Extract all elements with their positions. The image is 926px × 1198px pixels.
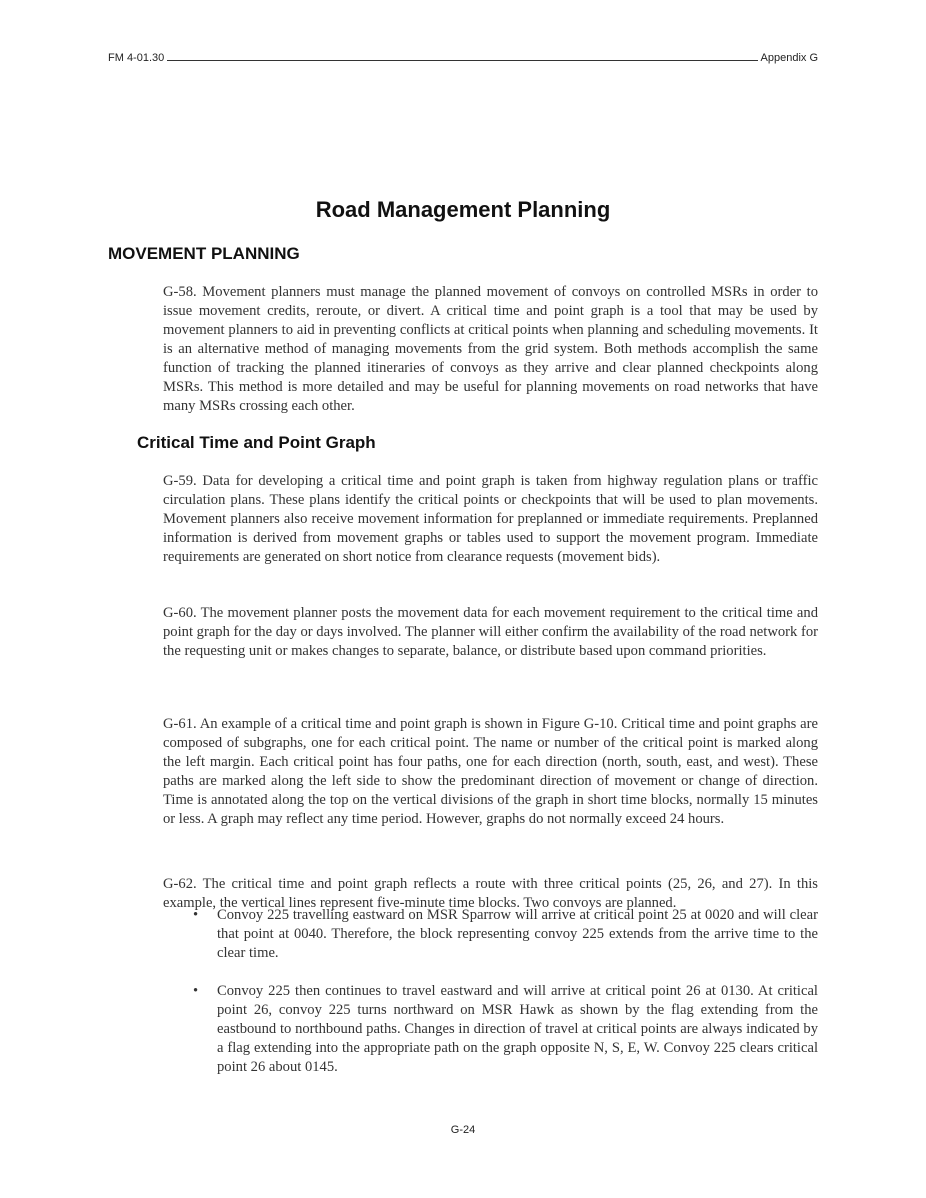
page-title: Road Management Planning bbox=[315, 197, 611, 222]
subsection-heading: Critical Time and Point Graph bbox=[137, 433, 376, 452]
bullet-icon: • bbox=[193, 983, 199, 999]
paragraph-g61: G-61. An example of a critical time and point graph is shown in Figure G-10. Critical time and point graphs are composed of subgraphs, one for each critical point. The name or number of the critical point is marked along the left margin. Each critical point has four paths, one for each direction (north, south, east, and west). These paths are marked along the left side to show the predominant direction of movement or change of direction. Time is annotated along the top on the vertical divisions of the graph in short time blocks, normally 15 minutes or less. A graph may reflect any time period. However, graphs do not normally exceed 24 hours. bbox=[163, 716, 818, 827]
header-right: Appendix G bbox=[760, 52, 818, 64]
paragraph-g59: G-59. Data for developing a critical time and point graph is taken from highway regulation plans or traffic circulation plans. These plans identify the critical points or checkpoints that will be used to plan movements. Movement planners also receive movement information for preplanned or immediate requirements. Preplanned information is derived from movement graphs or tables used to support the movement program. Immediate requirements are generated on short notice from clearance requests (movement bids). bbox=[163, 473, 818, 565]
paragraph-g62: G-62. The critical time and point graph reflects a route with three critical points (25, 26, and 27). In this example, the vertical lines represent five-minute time blocks. Two convoys are planned. bbox=[163, 876, 818, 911]
section-heading: MOVEMENT PLANNING bbox=[108, 244, 300, 263]
header-left: FM 4-01.30 bbox=[108, 52, 165, 64]
list-item bbox=[193, 982, 818, 1077]
paragraph-g60: G-60. The movement planner posts the movement data for each movement requirement to the critical time and point graph for the day or days involved. The planner will either confirm the availability of the road network for the requesting unit or makes changes to separate, balance, or distribute based upon command priorities. bbox=[163, 605, 818, 659]
page-header bbox=[108, 52, 818, 64]
list-item-text: Convoy 225 then continues to travel eastward and will arrive at critical point 26 at 0130. At critical point 26, convoy 225 turns northward on MSR Hawk as shown by the flag extending from the eastbound to northbound paths. Changes in direction of travel at critical points are always indicated by a flag extending into the appropriate path on the graph opposite N, S, E, W. Convoy 225 clears critical point 26 about 0145. bbox=[217, 983, 818, 1075]
header-rule bbox=[167, 60, 757, 61]
page-number: G-24 bbox=[450, 1124, 476, 1136]
list-item bbox=[193, 906, 818, 963]
list-item-text: Convoy 225 travelling eastward on MSR Sparrow will arrive at critical point 25 at 0020 and will clear that point at 0040. Therefore, the block representing convoy 225 extends from the arrive time to the clear time. bbox=[217, 907, 818, 961]
bullet-icon: • bbox=[193, 907, 199, 923]
paragraph-g58: G-58. Movement planners must manage the planned movement of convoys on controlled MSRs in order to issue movement credits, reroute, or divert. A critical time and point graph is a tool that may be used by movement planners to aid in preventing conflicts at critical points when planning and scheduling movements. It is an alternative method of managing movements from the grid system. Both methods accomplish the same function of tracking the planned itineraries of convoys as they arrive and clear planned checkpoints along MSRs. This method is more detailed and may be useful for planning movements on road networks that have many MSRs crossing each other. bbox=[163, 284, 818, 414]
